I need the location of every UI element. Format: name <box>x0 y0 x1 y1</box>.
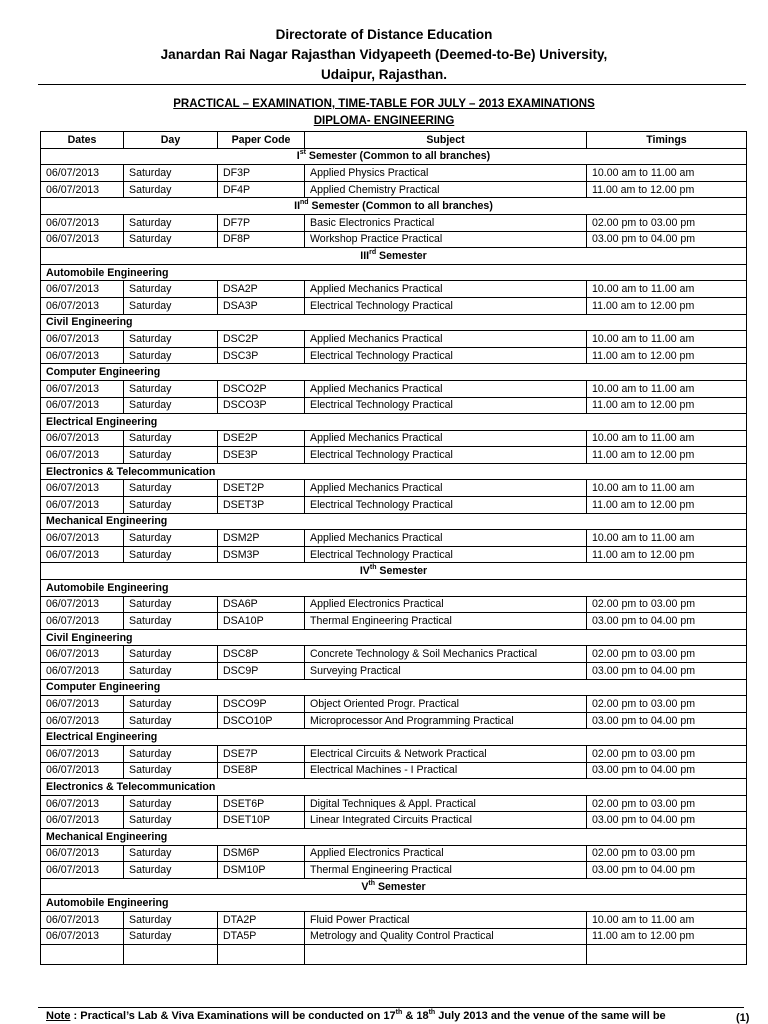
semester-heading <box>41 563 747 580</box>
document-title: PRACTICAL – EXAMINATION, TIME-TABLE FOR JULY – 2013 EXAMINATIONS <box>173 98 595 110</box>
cell-timing: 10.00 am to 11.00 am <box>587 331 747 348</box>
table-row <box>41 646 747 663</box>
cell-day: Saturday <box>124 762 218 779</box>
cell-date: 06/07/2013 <box>41 862 124 879</box>
semester-label: Semester <box>376 565 428 578</box>
cell-subject: Applied Mechanics Practical <box>305 281 587 298</box>
cell-timing: 10.00 am to 11.00 am <box>587 430 747 447</box>
table-row <box>41 795 747 812</box>
cell-date: 06/07/2013 <box>41 165 124 182</box>
table-row <box>41 862 747 879</box>
cell-timing: 02.00 pm to 03.00 pm <box>587 214 747 231</box>
branch-row <box>41 729 747 746</box>
table-row <box>41 546 747 563</box>
cell-timing: 02.00 pm to 03.00 pm <box>587 745 747 762</box>
cell-subject: Applied Mechanics Practical <box>305 430 587 447</box>
cell-day: Saturday <box>124 696 218 713</box>
cell-timing: 02.00 pm to 03.00 pm <box>587 596 747 613</box>
column-header-timings: Timings <box>587 132 747 149</box>
table-row <box>41 297 747 314</box>
cell-timing: 11.00 am to 12.00 pm <box>587 397 747 414</box>
empty-row <box>41 945 747 965</box>
branch-row <box>41 779 747 796</box>
cell-date: 06/07/2013 <box>41 546 124 563</box>
cell-date: 06/07/2013 <box>41 331 124 348</box>
branch-row <box>41 580 747 597</box>
table-row <box>41 696 747 713</box>
table-row <box>41 663 747 680</box>
cell-paper-code: DSE8P <box>218 762 305 779</box>
cell-subject: Basic Electronics Practical <box>305 214 587 231</box>
cell-paper-code: DTA2P <box>218 911 305 928</box>
branch-row <box>41 895 747 912</box>
note-sup-a: th <box>395 1009 403 1016</box>
cell-paper-code: DSC8P <box>218 646 305 663</box>
branch-row <box>41 264 747 281</box>
cell-date: 06/07/2013 <box>41 347 124 364</box>
cell-subject: Concrete Technology & Soil Mechanics Practical <box>305 646 587 663</box>
cell-paper-code: DSE3P <box>218 447 305 464</box>
cell-date: 06/07/2013 <box>41 911 124 928</box>
cell-date: 06/07/2013 <box>41 745 124 762</box>
cell-timing: 11.00 am to 12.00 pm <box>587 347 747 364</box>
cell-timing: 02.00 pm to 03.00 pm <box>587 795 747 812</box>
cell-day: Saturday <box>124 380 218 397</box>
cell-subject: Electrical Technology Practical <box>305 297 587 314</box>
cell-date: 06/07/2013 <box>41 380 124 397</box>
branch-row <box>41 364 747 381</box>
branch-heading: Computer Engineering <box>41 364 747 381</box>
cell-timing: 11.00 am to 12.00 pm <box>587 447 747 464</box>
cell-day: Saturday <box>124 530 218 547</box>
cell-date: 06/07/2013 <box>41 928 124 945</box>
cell-timing: 03.00 pm to 04.00 pm <box>587 812 747 829</box>
semester-label: Semester (Common to all branches) <box>305 150 491 163</box>
cell-day: Saturday <box>124 447 218 464</box>
branch-heading: Electronics & Telecommunication <box>41 463 747 480</box>
timetable <box>40 131 747 965</box>
semester-row <box>41 878 747 895</box>
semester-ordinal: rd <box>369 248 377 256</box>
cell-day: Saturday <box>124 663 218 680</box>
branch-heading: Automobile Engineering <box>41 580 747 597</box>
cell-day: Saturday <box>124 862 218 879</box>
cell-day: Saturday <box>124 214 218 231</box>
column-header-subject: Subject <box>305 132 587 149</box>
table-row <box>41 380 747 397</box>
table-row <box>41 447 747 464</box>
cell-subject: Electrical Technology Practical <box>305 347 587 364</box>
cell-subject: Microprocessor And Programming Practical <box>305 712 587 729</box>
cell-date: 06/07/2013 <box>41 712 124 729</box>
branch-heading: Mechanical Engineering <box>41 513 747 530</box>
cell-paper-code: DF3P <box>218 165 305 182</box>
cell-paper-code: DSC3P <box>218 347 305 364</box>
cell-day: Saturday <box>124 231 218 248</box>
table-row <box>41 911 747 928</box>
branch-heading: Electrical Engineering <box>41 729 747 746</box>
table-row <box>41 845 747 862</box>
branch-heading: Electrical Engineering <box>41 414 747 431</box>
cell-paper-code: DSCO3P <box>218 397 305 414</box>
cell-day: Saturday <box>124 347 218 364</box>
cell-timing: 11.00 am to 12.00 pm <box>587 297 747 314</box>
cell-timing: 11.00 am to 12.00 pm <box>587 181 747 198</box>
empty-cell <box>41 945 124 965</box>
cell-timing: 02.00 pm to 03.00 pm <box>587 646 747 663</box>
cell-subject: Applied Mechanics Practical <box>305 530 587 547</box>
cell-paper-code: DSCO10P <box>218 712 305 729</box>
table-row <box>41 480 747 497</box>
note-label: Note <box>46 1010 71 1022</box>
cell-date: 06/07/2013 <box>41 845 124 862</box>
table-row <box>41 430 747 447</box>
semester-number: III <box>360 249 370 262</box>
cell-day: Saturday <box>124 928 218 945</box>
cell-timing: 02.00 pm to 03.00 pm <box>587 845 747 862</box>
cell-timing: 03.00 pm to 04.00 pm <box>587 663 747 680</box>
cell-subject: Applied Chemistry Practical <box>305 181 587 198</box>
semester-ordinal: st <box>299 149 306 157</box>
cell-day: Saturday <box>124 596 218 613</box>
cell-paper-code: DSET6P <box>218 795 305 812</box>
branch-heading: Computer Engineering <box>41 679 747 696</box>
cell-paper-code: DSC2P <box>218 331 305 348</box>
semester-number: II <box>294 200 301 213</box>
semester-number: IV <box>359 565 370 578</box>
cell-date: 06/07/2013 <box>41 297 124 314</box>
branch-row <box>41 629 747 646</box>
cell-subject: Electrical Technology Practical <box>305 447 587 464</box>
cell-paper-code: DSET10P <box>218 812 305 829</box>
cell-day: Saturday <box>124 795 218 812</box>
empty-cell <box>587 945 747 965</box>
table-row <box>41 812 747 829</box>
branch-heading: Automobile Engineering <box>41 264 747 281</box>
cell-subject: Electrical Technology Practical <box>305 497 587 514</box>
cell-timing: 10.00 am to 11.00 am <box>587 911 747 928</box>
cell-date: 06/07/2013 <box>41 480 124 497</box>
table-row <box>41 181 747 198</box>
semester-number: V <box>361 880 369 893</box>
cell-subject: Electrical Technology Practical <box>305 397 587 414</box>
note-sup-b: th <box>428 1009 436 1016</box>
table-row <box>41 165 747 182</box>
column-header-paper-code: Paper Code <box>218 132 305 149</box>
cell-subject: Thermal Engineering Practical <box>305 862 587 879</box>
cell-day: Saturday <box>124 613 218 630</box>
cell-subject: Applied Mechanics Practical <box>305 480 587 497</box>
semester-row <box>41 563 747 580</box>
semester-label: Semester <box>376 249 427 262</box>
cell-date: 06/07/2013 <box>41 663 124 680</box>
cell-subject: Applied Electronics Practical <box>305 596 587 613</box>
branch-row <box>41 828 747 845</box>
table-row <box>41 745 747 762</box>
table-row <box>41 347 747 364</box>
empty-cell <box>218 945 305 965</box>
cell-paper-code: DSET3P <box>218 497 305 514</box>
cell-day: Saturday <box>124 646 218 663</box>
table-row <box>41 397 747 414</box>
cell-day: Saturday <box>124 497 218 514</box>
empty-cell <box>305 945 587 965</box>
cell-timing: 03.00 pm to 04.00 pm <box>587 613 747 630</box>
table-header-row <box>41 132 747 149</box>
cell-subject: Applied Mechanics Practical <box>305 380 587 397</box>
cell-date: 06/07/2013 <box>41 795 124 812</box>
semester-row <box>41 198 747 215</box>
cell-paper-code: DSM3P <box>218 546 305 563</box>
cell-subject: Workshop Practice Practical <box>305 231 587 248</box>
cell-timing: 10.00 am to 11.00 am <box>587 480 747 497</box>
cell-date: 06/07/2013 <box>41 696 124 713</box>
cell-paper-code: DSCO2P <box>218 380 305 397</box>
table-row <box>41 613 747 630</box>
branch-row <box>41 314 747 331</box>
cell-paper-code: DSM2P <box>218 530 305 547</box>
university-location: Udaipur, Rajasthan. <box>320 67 448 82</box>
table-row <box>41 928 747 945</box>
cell-timing: 10.00 am to 11.00 am <box>587 281 747 298</box>
semester-heading <box>41 248 747 265</box>
branch-row <box>41 463 747 480</box>
cell-paper-code: DF4P <box>218 181 305 198</box>
branch-row <box>41 679 747 696</box>
university-name: Janardan Rai Nagar Rajasthan Vidyapeeth (Deemed-to-Be) University, <box>160 47 608 62</box>
cell-timing: 03.00 pm to 04.00 pm <box>587 231 747 248</box>
cell-subject: Electrical Technology Practical <box>305 546 587 563</box>
cell-timing: 10.00 am to 11.00 am <box>587 530 747 547</box>
cell-paper-code: DF8P <box>218 231 305 248</box>
footnote <box>46 1010 666 1022</box>
cell-paper-code: DSA2P <box>218 281 305 298</box>
empty-cell <box>124 945 218 965</box>
cell-timing: 10.00 am to 11.00 am <box>587 380 747 397</box>
cell-subject: Linear Integrated Circuits Practical <box>305 812 587 829</box>
column-header-day: Day <box>124 132 218 149</box>
header-divider <box>38 84 746 85</box>
cell-paper-code: DSA3P <box>218 297 305 314</box>
institution-name: Directorate of Distance Education <box>275 27 493 42</box>
cell-timing: 03.00 pm to 04.00 pm <box>587 712 747 729</box>
cell-paper-code: DSCO9P <box>218 696 305 713</box>
cell-day: Saturday <box>124 480 218 497</box>
branch-heading: Mechanical Engineering <box>41 828 747 845</box>
semester-heading <box>41 148 747 165</box>
cell-subject: Surveying Practical <box>305 663 587 680</box>
cell-day: Saturday <box>124 745 218 762</box>
branch-row <box>41 414 747 431</box>
page-number: (1) <box>736 1012 750 1024</box>
semester-label: Semester (Common to all branches) <box>308 200 493 213</box>
cell-timing: 10.00 am to 11.00 am <box>587 165 747 182</box>
cell-subject: Metrology and Quality Control Practical <box>305 928 587 945</box>
column-header-dates: Dates <box>41 132 124 149</box>
table-row <box>41 331 747 348</box>
cell-day: Saturday <box>124 281 218 298</box>
cell-paper-code: DSE7P <box>218 745 305 762</box>
cell-subject: Applied Mechanics Practical <box>305 331 587 348</box>
cell-paper-code: DSC9P <box>218 663 305 680</box>
cell-subject: Thermal Engineering Practical <box>305 613 587 630</box>
cell-day: Saturday <box>124 181 218 198</box>
cell-day: Saturday <box>124 165 218 182</box>
table-row <box>41 762 747 779</box>
table-row <box>41 596 747 613</box>
cell-paper-code: DSM6P <box>218 845 305 862</box>
table-row <box>41 231 747 248</box>
cell-timing: 03.00 pm to 04.00 pm <box>587 862 747 879</box>
cell-subject: Applied Physics Practical <box>305 165 587 182</box>
cell-date: 06/07/2013 <box>41 762 124 779</box>
cell-timing: 11.00 am to 12.00 pm <box>587 928 747 945</box>
semester-ordinal: nd <box>300 199 309 207</box>
cell-date: 06/07/2013 <box>41 613 124 630</box>
footer-divider <box>38 1007 744 1008</box>
cell-day: Saturday <box>124 397 218 414</box>
cell-date: 06/07/2013 <box>41 231 124 248</box>
cell-date: 06/07/2013 <box>41 812 124 829</box>
cell-subject: Electrical Machines - I Practical <box>305 762 587 779</box>
cell-timing: 02.00 pm to 03.00 pm <box>587 696 747 713</box>
semester-ordinal: th <box>368 879 376 887</box>
cell-day: Saturday <box>124 297 218 314</box>
branch-row <box>41 513 747 530</box>
cell-day: Saturday <box>124 331 218 348</box>
cell-subject: Applied Electronics Practical <box>305 845 587 862</box>
cell-date: 06/07/2013 <box>41 447 124 464</box>
branch-heading: Civil Engineering <box>41 314 747 331</box>
table-row <box>41 712 747 729</box>
cell-day: Saturday <box>124 812 218 829</box>
cell-date: 06/07/2013 <box>41 281 124 298</box>
semester-ordinal: th <box>369 564 377 572</box>
cell-timing: 11.00 am to 12.00 pm <box>587 546 747 563</box>
cell-day: Saturday <box>124 845 218 862</box>
cell-timing: 11.00 am to 12.00 pm <box>587 497 747 514</box>
cell-date: 06/07/2013 <box>41 530 124 547</box>
cell-day: Saturday <box>124 546 218 563</box>
semester-row <box>41 148 747 165</box>
cell-date: 06/07/2013 <box>41 430 124 447</box>
table-row <box>41 281 747 298</box>
semester-row <box>41 248 747 265</box>
cell-day: Saturday <box>124 712 218 729</box>
cell-date: 06/07/2013 <box>41 596 124 613</box>
cell-subject: Electrical Circuits & Network Practical <box>305 745 587 762</box>
table-row <box>41 214 747 231</box>
note-text-c: July 2013 and the venue of the same will be <box>435 1010 666 1022</box>
cell-paper-code: DSET2P <box>218 480 305 497</box>
semester-heading <box>41 878 747 895</box>
cell-paper-code: DSE2P <box>218 430 305 447</box>
cell-date: 06/07/2013 <box>41 497 124 514</box>
cell-paper-code: DSM10P <box>218 862 305 879</box>
table-row <box>41 530 747 547</box>
cell-subject: Digital Techniques & Appl. Practical <box>305 795 587 812</box>
cell-date: 06/07/2013 <box>41 397 124 414</box>
table-row <box>41 497 747 514</box>
cell-date: 06/07/2013 <box>41 214 124 231</box>
note-text-a: : Practical’s Lab & Viva Examinations will be conducted on 17 <box>70 1010 396 1022</box>
semester-number: I <box>296 150 300 163</box>
cell-subject: Fluid Power Practical <box>305 911 587 928</box>
semester-heading <box>41 198 747 215</box>
cell-subject: Object Oriented Progr. Practical <box>305 696 587 713</box>
cell-date: 06/07/2013 <box>41 646 124 663</box>
cell-date: 06/07/2013 <box>41 181 124 198</box>
branch-heading: Electronics & Telecommunication <box>41 779 747 796</box>
cell-paper-code: DSA6P <box>218 596 305 613</box>
cell-day: Saturday <box>124 430 218 447</box>
cell-paper-code: DF7P <box>218 214 305 231</box>
note-text-b: & 18 <box>402 1010 429 1022</box>
branch-heading: Civil Engineering <box>41 629 747 646</box>
cell-paper-code: DSA10P <box>218 613 305 630</box>
cell-day: Saturday <box>124 911 218 928</box>
branch-heading: Automobile Engineering <box>41 895 747 912</box>
timetable-body <box>41 148 747 965</box>
cell-paper-code: DTA5P <box>218 928 305 945</box>
cell-timing: 03.00 pm to 04.00 pm <box>587 762 747 779</box>
document-subtitle: DIPLOMA- ENGINEERING <box>313 115 455 127</box>
semester-label: Semester <box>375 880 426 893</box>
